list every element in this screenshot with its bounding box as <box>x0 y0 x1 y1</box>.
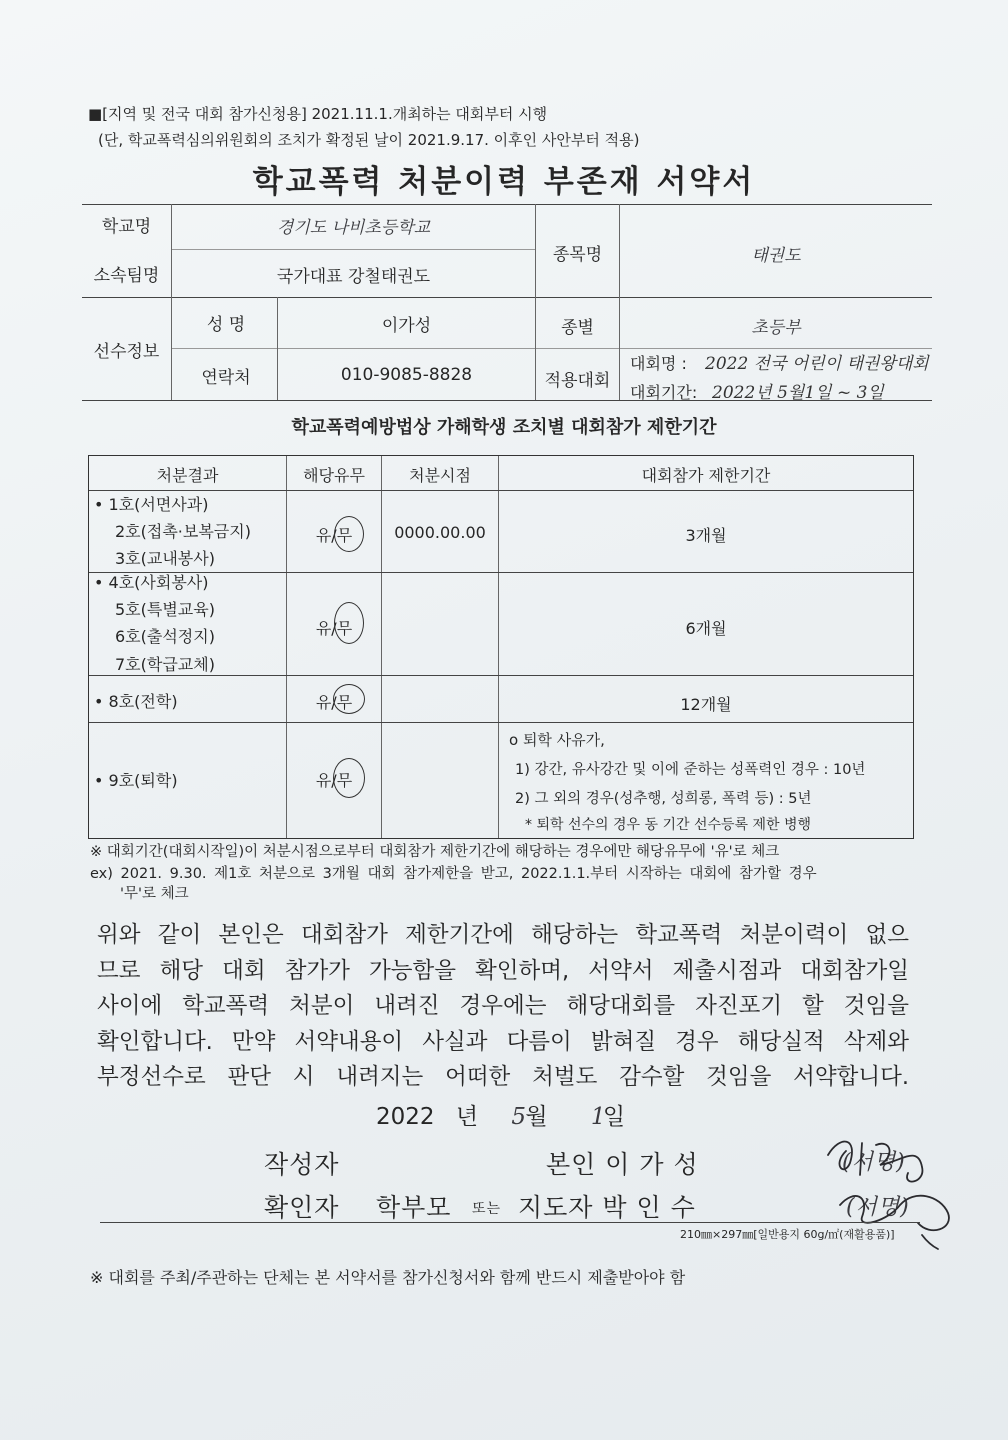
result-item: 5호(특별교육) <box>115 600 215 619</box>
pledge-line: 부정선수로 판단 시 내려지는 어떠한 처벌도 감수할 것임을 서약합니다. <box>97 1064 909 1090</box>
header-applicable: 해당유무 <box>303 466 365 485</box>
document-title: 학교폭력 처분이력 부존재 서약서 <box>252 164 756 200</box>
player-info-label: 선수정보 <box>93 342 160 362</box>
disposition-date: 0000.00.00 <box>394 523 486 542</box>
event-period-value: 2022년 5월1일 ~ 3일 <box>712 383 884 403</box>
school-value: 경기도 나비초등학교 <box>276 218 431 238</box>
school-label: 학교명 <box>101 217 152 237</box>
note-line-1: ※ 대회기간(대회시작일)이 처분시점으로부터 대회참가 제한기간에 해당하는 경우에만 해당유무에 '유'로 체크 <box>90 844 780 860</box>
contact-label: 연락처 <box>201 368 251 388</box>
pledge-line: 사이에 학교폭력 처분이 내려진 경우에는 해당대회를 자진포기 할 것임을 <box>97 993 909 1019</box>
result-item: 7호(학급교체) <box>115 655 215 674</box>
no-circle-mark <box>333 758 365 798</box>
result-item: • 1호(서면사과) <box>94 495 209 514</box>
check-yes-no: 유/무 <box>315 526 353 545</box>
col-divider <box>498 456 499 838</box>
check-yes-no: 유/무 <box>315 619 353 638</box>
name-value: 이가성 <box>381 316 432 336</box>
row-divider <box>89 572 913 573</box>
check-yes-no: 유/무 <box>315 771 353 790</box>
paper-spec: 210㎜×297㎜[일반용지 60g/㎡(재활용품)] <box>680 1228 895 1241</box>
event-period-label: 대회기간: <box>630 383 698 402</box>
info-divider <box>82 297 932 298</box>
info-divider <box>172 348 536 349</box>
info-divider <box>172 249 536 250</box>
footer-note: ※ 대회를 주최/주관하는 단체는 본 서약서를 참가신청서와 함께 반드시 제출받아야 함 <box>90 1268 686 1287</box>
check-yes-no: 유/무 <box>315 693 353 712</box>
pledge-line: 확인합니다. 만약 서약내용이 사실과 다름이 밝혀질 경우 해당실적 삭제와 <box>97 1028 909 1055</box>
event-name-value: 2022 전국 어린이 태권왕대회 <box>705 354 929 374</box>
info-top-line <box>82 204 932 205</box>
no-circle-mark <box>334 516 364 552</box>
name-label: 성 명 <box>206 315 246 335</box>
pledge-line: 위와 같이 본인은 대회참가 제한기간에 해당하는 학교폭력 처분이력이 없으 <box>97 922 909 948</box>
expulsion-detail: * 퇴학 선수의 경우 동 기간 선수등록 제한 병행 <box>525 817 812 833</box>
signature-rule <box>100 1222 920 1223</box>
confirmer-or: 또는 <box>472 1201 502 1217</box>
result-item: • 8호(전학) <box>94 692 178 711</box>
pledge-line: 므로 해당 대회 참가가 가능함을 확인하며, 서약서 제출시점과 대회참가일 <box>97 957 909 984</box>
writer-label: 작성자 <box>264 1150 340 1179</box>
restriction-period: 12개월 <box>680 695 732 714</box>
no-circle-mark <box>334 602 364 644</box>
date-year-unit: 년 <box>455 1104 479 1130</box>
col-divider <box>381 456 382 838</box>
sport-value: 태권도 <box>751 246 801 266</box>
writer-sign: (서명) <box>842 1150 906 1175</box>
team-label: 소속팀명 <box>93 266 160 286</box>
row-divider <box>89 490 913 491</box>
event-name-label: 대회명 : <box>630 354 687 373</box>
row-divider <box>89 722 913 723</box>
contact-value: 010-9085-8828 <box>340 365 473 385</box>
no-circle-mark <box>333 684 365 714</box>
header-result: 처분결과 <box>156 466 219 485</box>
confirmer-label: 확인자 <box>264 1193 340 1222</box>
confirmer-sign: (서명) <box>846 1195 910 1220</box>
date-day-unit: 일 <box>602 1104 626 1130</box>
note-line-2: ex) 2021. 9.30. 제1호 처분으로 3개월 대회 참가제한을 받고, 2022.1.1.부터 시작하는 대회에 참가할 경우 <box>90 866 817 882</box>
expulsion-detail: 1) 강간, 유사강간 및 이에 준하는 성폭력인 경우 : 10년 <box>515 762 866 778</box>
restriction-period: 3개월 <box>685 526 727 545</box>
header-date: 처분시점 <box>409 466 471 485</box>
result-item: 6호(출석정지) <box>115 627 215 646</box>
sign-date <box>376 1098 625 1131</box>
date-month: 5 <box>511 1104 527 1130</box>
writer-name: 본인 이 가 성 <box>546 1150 699 1179</box>
row-divider <box>89 675 913 676</box>
pledge-paragraph <box>97 918 909 1096</box>
date-day: 1 <box>590 1104 606 1130</box>
info-divider <box>619 204 620 400</box>
date-year: 2022 <box>376 1104 435 1130</box>
restriction-subtitle: 학교폭력예방법상 가해학생 조치별 대회참가 제한기간 <box>291 417 717 438</box>
result-item: 3호(교내봉사) <box>115 549 215 568</box>
confirmer-name: 지도자 박 인 수 <box>518 1193 696 1222</box>
expulsion-detail: 2) 그 외의 경우(성추행, 성희롱, 폭력 등) : 5년 <box>515 791 812 807</box>
sport-label: 종목명 <box>552 245 603 265</box>
result-item: • 4호(사회봉사) <box>94 573 209 592</box>
header-line-2: (단, 학교폭력심의위원회의 조치가 확정된 날이 2021.9.17. 이후인 사안부터 적용) <box>98 131 640 149</box>
note-line-3: '무'로 체크 <box>120 886 189 902</box>
restriction-period: 6개월 <box>685 619 727 638</box>
restriction-table <box>88 455 914 839</box>
team-value: 국가대표 강철태권도 <box>276 267 431 287</box>
header-period: 대회참가 제한기간 <box>641 466 771 485</box>
division-value: 초등부 <box>751 318 801 338</box>
result-item: 2호(접촉·보복금지) <box>115 522 251 541</box>
confirmer-parent: 학부모 <box>376 1193 452 1222</box>
division-label: 종별 <box>561 318 594 338</box>
result-item: • 9호(퇴학) <box>94 771 178 790</box>
expulsion-detail: o 퇴학 사유가, <box>509 731 605 749</box>
header-line-1: ■[지역 및 전국 대회 참가신청용] 2021.11.1.개최하는 대회부터 시행 <box>88 105 548 123</box>
event-label: 적용대회 <box>544 371 611 391</box>
date-month-unit: 월 <box>525 1104 548 1130</box>
